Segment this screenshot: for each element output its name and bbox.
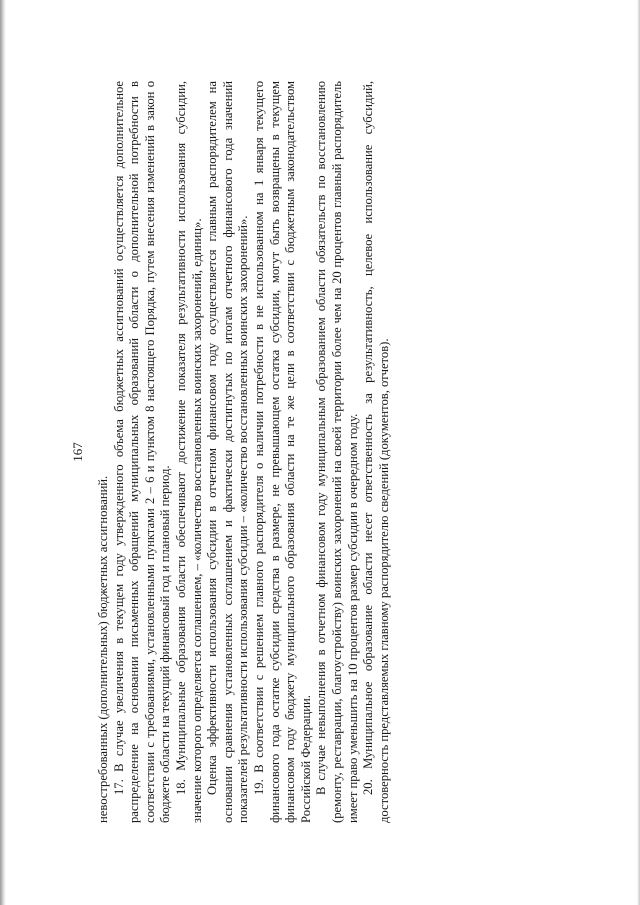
paragraph-17: 17. В случае увеличения в текущем году утвержденного объема бюджетных ассигнований осуществляется дополнительное распределение на основании письменных обращений муниципальных образований области о дополнительной потребности в соответствии с требованиями, установленными пунктами 2 – 6 и пунктом 8 настоящего Порядка, путем внесения изменений в закон о бюджете области на текущий финансовый год и плановый период.	[111, 81, 173, 823]
paragraph-18: 18. Муниципальные образования области обеспечивают достижение показателя результативности использования субсидии, значение которого определяется соглашением, – «количество восстановленных воинских захоронений, единиц».	[173, 81, 204, 823]
paragraph-19: 19. В соответствии с решением главного распорядителя о наличии потребности в не использованном на 1 января текущего финансового года остатке субсидии средства в размере, не превышающем остатка субсидии, могут быть возвращены в текущем финансовом году бюджету муниципального образования области на те же цели в соответствии с бюджетным законодательством Российской Федерации.	[251, 81, 313, 823]
paragraph-20: 20. Муниципальное образование области несет ответственность за результативность, целевое использование субсидий, достоверность представляемых главному распорядителю сведений (документов, отчетов).	[361, 81, 391, 823]
document-page	[70, 67, 570, 837]
paragraph-continued: невостребованных (дополнительных) бюджетных ассигнований.	[96, 475, 110, 823]
scan-shadow-left	[0, 0, 6, 905]
document-body	[96, 67, 392, 837]
paragraph-19-reduction: В случае невыполнения в отчетном финансовом году муниципальным образованием области обязательств по восстановлению (ремонту, реставрации, благоустройству) воинских захоронений на своей территории более чем на 20 процентов главный распорядитель имеет право уменьшить на 10 процентов размер субсидии в очередном году.	[314, 81, 360, 823]
paragraph-18-evaluation: Оценка эффективности использования субсидии в отчетном финансовом году осуществляется главным распорядителем на основании сравнения установленных соглашением и фактически достигнутых по итогам отчетного финансового года значений показателей результативности использования субсидии – «количество восстановленных воинских захоронений».	[205, 81, 251, 823]
page-number: 167	[70, 442, 85, 462]
